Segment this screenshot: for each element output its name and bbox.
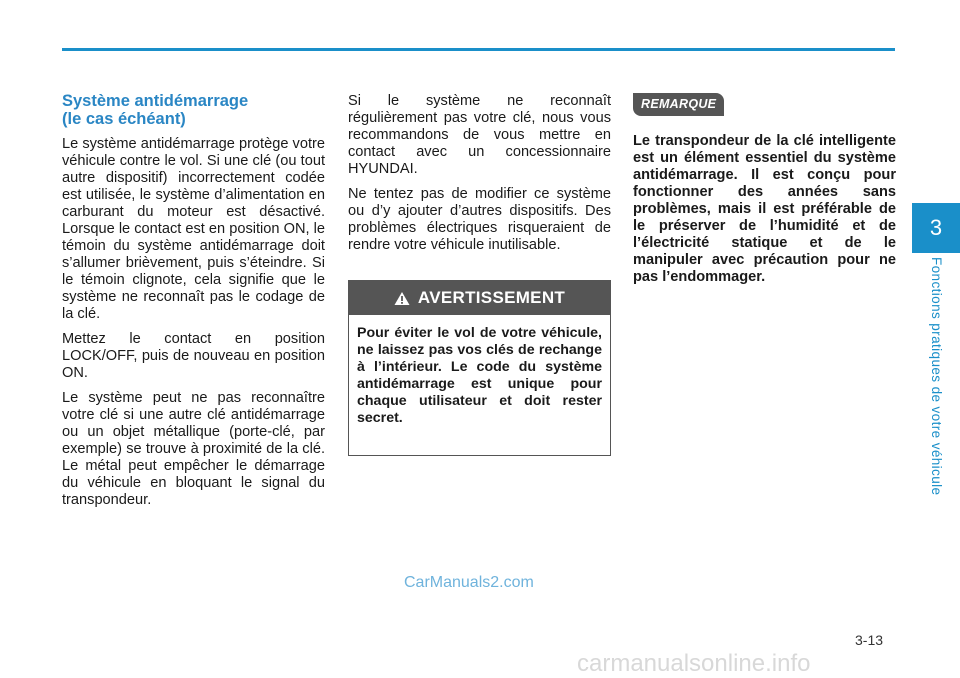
page-number: 3-13 <box>855 632 884 648</box>
left-column <box>62 92 325 517</box>
warning-text: Pour éviter le vol de votre véhicule, ne laissez pas vos clés de rechange à l’intérieur. Le code du système antidémarrage est unique pour chaque utilisateur et doit rester secret. <box>357 325 602 426</box>
right-column <box>633 93 896 286</box>
chapter-tab: 3 <box>912 203 960 253</box>
warning-header <box>349 281 610 315</box>
chapter-title: Fonctions pratiques de votre véhicule <box>929 257 944 496</box>
paragraph: Si le système ne reconnaît régulièrement pas votre clé, nous vous recommandons de vous mettre en contact avec un concessionnaire HYUNDAI. <box>348 93 611 177</box>
watermark-center: CarManuals2.com <box>404 574 534 591</box>
paragraph: Le système antidémarrage protège votre véhicule contre le vol. Si une clé (ou tout autre dispositif) incorrectement codée est utilisée, le système d’alimentation en carburant du moteur est désactivé. Lorsque le contact est en position ON, le témoin du système antidémarrage doit s’allumer brièvement, puis s’éteindre. Si le témoin clignote, cela signifie que le système ne reconnaît pas le codage de la clé. <box>62 136 325 322</box>
section-title-line2: (le cas échéant) <box>62 110 186 128</box>
section-title <box>62 92 325 128</box>
note-badge: REMARQUE <box>633 93 724 116</box>
note-text: Le transpondeur de la clé intelligente est un élément essentiel du système antidémarrage. Il est conçu pour fonctionner des années sans problèmes, mais il est préférable de le préserver de l’humidité et de l’électricité statique et de le manipuler avec précaution pour ne pas l’endommager. <box>633 133 896 285</box>
middle-column <box>348 93 611 262</box>
header-rule <box>62 48 895 51</box>
paragraph: Ne tentez pas de modifier ce système ou d’y ajouter d’autres dispositifs. Des problèmes électriques risqueraient de rendre votre véhicule inutilisable. <box>348 186 611 253</box>
paragraph: Le système peut ne pas reconnaître votre clé si une autre clé antidémarrage ou un objet métallique (porte-clé, par exemple) se trouve à proximité de la clé. Le métal peut empêcher le démarrage du véhicule en bloquant le signal du transpondeur. <box>62 390 325 508</box>
section-title-line1: Système antidémarrage <box>62 92 249 110</box>
watermark-corner: carmanualsonline.info <box>577 650 811 677</box>
warning-label: AVERTISSEMENT <box>417 288 566 307</box>
paragraph: Mettez le contact en position LOCK/OFF, puis de nouveau en position ON. <box>62 331 325 381</box>
warning-box <box>348 280 611 456</box>
warning-triangle-icon <box>394 291 410 306</box>
